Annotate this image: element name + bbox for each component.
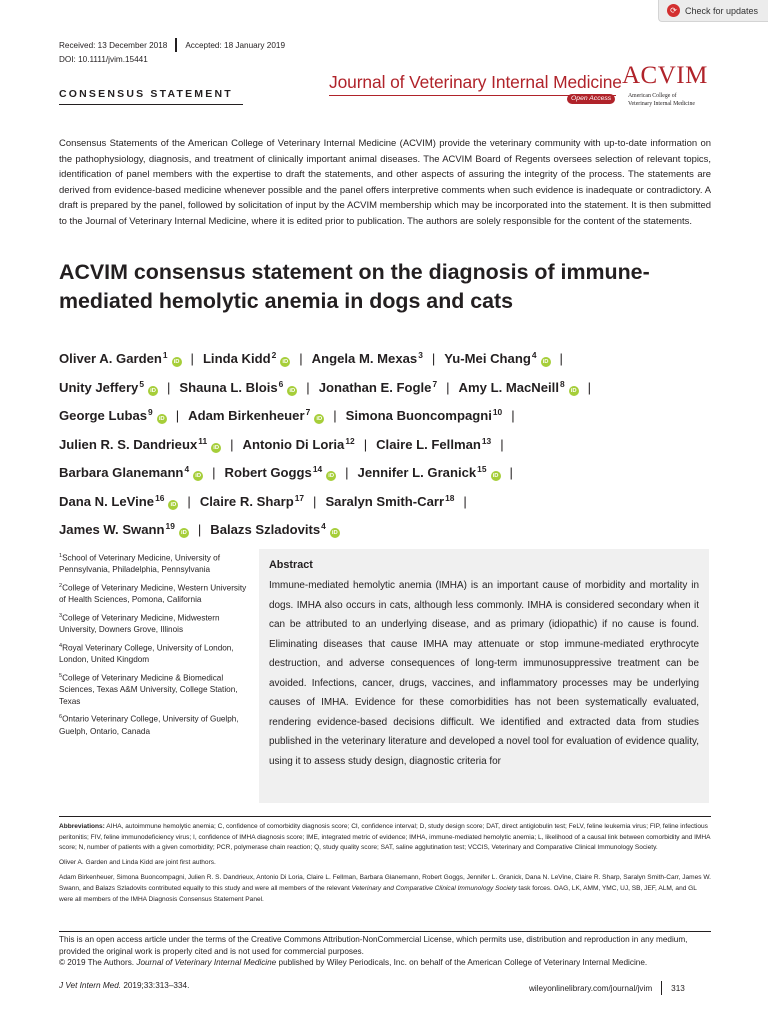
author-name[interactable] [59,408,167,423]
author-name-text: Amy L. MacNeill [458,379,559,395]
author-separator: | [463,493,467,509]
author-affiliation-sup: 4 [184,464,190,474]
affiliations [59,551,249,742]
author-name[interactable] [179,380,297,395]
abbreviations-label: Abbreviations: [59,823,105,830]
author-name-text: Shauna L. Blois [179,379,278,395]
affiliation-number: 1 [59,553,63,559]
author-separator: | [175,408,180,423]
author-name-text: George Lubas [59,408,148,423]
joint-first-note: Oliver A. Garden and Linda Kidd are joint first authors. [59,859,216,867]
author-affiliation-sup: 11 [198,435,208,446]
author-affiliation-sup: 4 [321,521,326,531]
author-name-text: Yu-Mei Chang [444,351,531,366]
author-name[interactable] [59,351,182,366]
author-name[interactable] [210,522,340,537]
author-affiliation-sup: 19 [165,521,175,531]
author-name[interactable] [459,380,579,395]
author-affiliation-sup: 1 [162,350,168,360]
author-name[interactable] [346,408,503,423]
orcid-icon[interactable]: iD [569,386,579,396]
license-rule [59,931,711,932]
author-name[interactable] [59,380,158,395]
affiliation-number: 3 [59,612,63,619]
copyright-journal: Journal of Veterinary Internal Medicine [136,958,277,968]
affiliation-text: College of Veterinary Medicine, Midwestern University, Downers Grove, Illinois [59,613,220,635]
author-separator: | [197,522,202,537]
author-separator: | [299,351,303,366]
author-affiliation-sup: 4 [531,350,537,360]
author-affiliation-sup: 5 [139,378,144,389]
author-name-text: Saralyn Smith-Carr [325,493,445,509]
footer-citation [59,981,189,990]
journal-title: Journal of Veterinary Internal Medicine [329,72,622,92]
affiliation-item [59,641,249,666]
author-affiliation-sup: 13 [481,435,492,446]
orcid-icon[interactable]: iD [287,386,297,396]
author-separator: | [187,493,191,509]
author-name[interactable] [444,351,550,366]
orcid-icon[interactable]: iD [172,357,182,367]
orcid-icon[interactable]: iD [541,357,551,367]
author-name[interactable] [59,522,189,537]
author-name-text: Jonathan E. Fogle [318,379,432,395]
author-separator: | [190,351,194,366]
author-name-text: Jennifer L. Granick [357,465,477,480]
affiliation-item [59,712,249,737]
acvim-sub-line-2: Veterinary Internal Medicine [628,100,695,107]
footer-separator [661,981,662,995]
author-name-text: Antonio Di Loria [242,436,345,452]
affiliation-item [59,611,249,636]
abstract-box [259,549,709,803]
article-dates [59,38,285,52]
affiliation-text: College of Veterinary Medicine, Western University of Health Sciences, Pomona, California [59,583,247,605]
equal-post: task forces. OAG, LK, AMM, YMC, UJ, SB, JEF, ALM, and GL were all members of the IMHA Diagnosis Consensus Statement Panel. [59,884,697,903]
author-name[interactable] [59,494,178,509]
section-label: CONSENSUS STATEMENT [59,88,233,100]
author-affiliation-sup: 17 [294,492,305,503]
footer-volume: 2019;33:313–334. [121,981,190,990]
abbreviations-note [59,822,711,854]
equal-contribution-note [59,873,711,905]
author-name[interactable] [225,465,337,480]
author-name-text: Simona Buoncompagni [345,408,492,423]
author-affiliation-sup: 18 [445,492,455,503]
author-separator: | [587,379,592,395]
author-separator: | [313,493,317,509]
author-separator: | [500,436,504,452]
author-separator: | [363,436,368,452]
copyright-pre: © 2019 The Authors. [59,958,137,968]
author-name-text: Claire L. Fellman [376,436,481,452]
author-separator: | [230,436,234,452]
orcid-icon[interactable]: iD [148,386,158,396]
author-name[interactable] [325,494,454,509]
paper-title: ACVIM consensus statement on the diagnosis of immune-mediated hemolytic anemia in dogs and cats [59,260,650,313]
affiliation-number: 5 [59,672,63,679]
check-for-updates-label: Check for updates [685,5,759,16]
affiliation-number: 2 [59,582,63,589]
acvim-sub-line-1: American College of [628,93,677,99]
author-affiliation-sup: 8 [559,378,565,389]
orcid-icon[interactable]: iD [168,500,178,510]
equal-pre: Adam Birkenheuer, Simona Buoncompagni, Julien R. S. Dandrieux, Antonio Di Loria, Claire L. Fellman, Barbara Glanemann, Robert Goggs, Jennifer L. Granick, Dana N. LeVine, Claire R. Sharp, Saralyn Smith-Carr, James W. Swann, and Balazs Szladovits contributed equally to this study and were all members of the relevant [59,874,711,892]
affiliation-text: Ontario Veterinary College, University of Guelph, Guelph, Ontario, Canada [59,714,239,736]
footnote-rule [59,816,711,817]
author-affiliation-sup: 7 [305,407,311,417]
author-name[interactable] [312,351,423,366]
author-name[interactable] [358,465,501,480]
refresh-icon: ⟳ [667,4,680,17]
orcid-icon[interactable]: iD [314,414,324,424]
author-name-text: Unity Jeffery [59,379,139,395]
author-name[interactable] [59,465,203,480]
section-rule [59,104,243,105]
author-name-text: Robert Goggs [224,465,312,480]
orcid-icon[interactable]: iD [157,414,167,424]
page-number: 313 [671,983,685,993]
author-name[interactable] [59,437,221,452]
acvim-logo: ACVIM [622,62,708,89]
author-name-text: Oliver A. Garden [59,351,162,366]
accepted-date: Accepted: 18 January 2019 [185,40,286,50]
orcid-icon[interactable]: iD [193,471,203,481]
author-name[interactable] [376,437,491,452]
check-for-updates-button[interactable] [658,0,768,22]
affiliation-text: Royal Veterinary College, University of London, London, United Kingdom [59,643,234,665]
affiliation-item [59,551,249,576]
affiliation-item [59,671,249,708]
doi-link[interactable]: DOI: 10.1111/jvim.15441 [59,55,148,64]
orcid-icon[interactable]: iD [179,528,189,538]
affiliation-item [59,581,249,606]
orcid-icon[interactable]: iD [491,471,501,481]
author-separator: | [167,379,171,395]
author-name[interactable] [188,408,324,423]
footer-url[interactable]: wileyonlinelibrary.com/journal/jvim [529,983,653,993]
abstract-text: Immune-mediated hemolytic anemia (IMHA) is an important cause of morbidity and mortality in dogs. IMHA also occurs in cats, although less commonly. IMHA is considered secondary when it can be attributed to an underlying disease, and as primary (idiopathic) if no cause is found. Eliminating diseases that cause IMHA may attenuate or stop immune-mediated erythrocyte destruction, and adverse consequences of long-term immunosuppressive treatment can be avoided. Infections, cancer, drugs, vaccines, and inflammatory processes may be underlying causes of IMHA. Evidence for these comorbidities has not been systematically evaluated, rendering evidence-based decisions difficult. We identified and extracted data from studies published in the veterinary literature and developed a novel tool for evaluation of evidence quality, using it to assess study design, diagnostic criteria for [269,580,699,767]
author-affiliation-sup: 14 [312,464,323,474]
orcid-icon[interactable]: iD [326,471,336,481]
author-name[interactable] [203,351,290,366]
author-name[interactable] [200,494,304,509]
author-separator: | [345,465,349,480]
author-affiliation-sup: 2 [271,350,277,360]
author-name-text: James W. Swann [59,522,165,537]
affiliation-text: College of Veterinary Medicine & Biomedical Sciences, Texas A&M University, College Station, Texas [59,673,238,706]
author-affiliation-sup: 12 [345,435,355,446]
author-separator: | [333,408,337,423]
footer-journal-abbrev: J Vet Intern Med. [59,981,122,990]
author-list [59,343,719,543]
affiliation-text: School of Veterinary Medicine, University of Pennsylvania, Philadelphia, Pennsylvania [59,553,220,575]
orcid-icon[interactable]: iD [211,443,221,453]
author-name[interactable] [243,437,355,452]
author-name-text: Linda Kidd [202,351,271,366]
equal-italic: Veterinary and Comparative Clinical Immunology Society [351,884,517,892]
author-affiliation-sup: 3 [418,350,423,360]
author-affiliation-sup: 10 [492,407,503,417]
license-line-1: This is an open access article under the terms of the Creative Commons Attribution-NonCommercial License, which permits use, distribution and reproduction in any medium, provided the original work is properly cited and is not used for commercial purposes. [59,935,688,956]
license-line-2 [59,957,711,969]
author-name-text: Adam Birkenheuer [188,408,305,423]
author-name-text: Claire R. Sharp [199,493,294,509]
abbreviations-text: AIHA, autoimmune hemolytic anemia; C, confidence of comorbidity diagnosis score; CI, confidence interval; D, study design score; DAT, direct antiglobulin test; FeLV, feline leukemia virus; FIP, feline infectious peritonitis; FIV, feline immunodeficiency virus; I, confidence of IMHA diagnosis score; IME, integrated metric of evidence; IMHA, immune-mediated hemolytic anemia; L, likelihood of a causal link between comorbidity and IMHA score; N, number of patients with a given comorbidity; PCR, polymerase chain reaction; Q, study quality score; SAT, saline agglutination test; VCCIS, Veterinary and Comparative Clinical Immunology Society. [59,823,711,852]
author-separator: | [509,465,513,480]
license-block [59,934,711,969]
copyright-post: published by Wiley Periodicals, Inc. on behalf of the American College of Veterinary Internal Medicine. [276,958,648,968]
affiliation-number: 4 [59,642,63,649]
consensus-intro: Consensus Statements of the American College of Veterinary Internal Medicine (ACVIM) provide the veterinary community with up-to-date information on the pathophysiology, diagnosis, and treatment of clinically important animal diseases. The ACVIM Board of Regents oversees selection of relevant topics, identification of panel members with the expertise to draft the statements, and other aspects of assuring the integrity of the process. The statements are derived from evidence-based medicine whenever possible and the panel offers interpretive comments when such evidence is inadequate or contradictory. A draft is prepared by the panel, followed by solicitation of input by the ACVIM membership which may be incorporated into the statement. It is then submitted to the Journal of Veterinary Internal Medicine, where it is edited prior to publication. The authors are solely responsible for the content of the statements. [59,138,711,227]
author-name-text: Angela M. Mexas [311,351,418,366]
date-separator [175,38,177,52]
author-affiliation-sup: 15 [477,464,487,474]
author-name-text: Balazs Szladovits [210,522,321,537]
orcid-icon[interactable]: iD [330,528,340,538]
author-affiliation-sup: 16 [155,492,165,503]
abstract-heading: Abstract [269,559,313,571]
footer-right [529,981,685,995]
author-name-text: Julien R. S. Dandrieux [59,436,198,452]
orcid-icon[interactable]: iD [280,357,290,367]
received-date: Received: 13 December 2018 [59,40,168,50]
author-separator: | [559,351,563,366]
author-separator: | [431,351,436,366]
author-separator: | [306,379,310,395]
author-affiliation-sup: 7 [432,378,438,389]
author-separator: | [511,408,515,423]
footnotes [59,822,711,910]
author-name-text: Dana N. LeVine [59,493,155,509]
affiliation-number: 6 [59,714,63,721]
author-separator: | [446,379,450,395]
author-affiliation-sup: 6 [278,378,284,389]
open-access-badge: Open Access [567,94,615,104]
acvim-logo-subtitle [628,93,695,108]
author-separator: | [212,465,216,480]
author-affiliation-sup: 9 [148,407,153,417]
author-name[interactable] [319,380,437,395]
author-name-text: Barbara Glanemann [59,465,184,480]
